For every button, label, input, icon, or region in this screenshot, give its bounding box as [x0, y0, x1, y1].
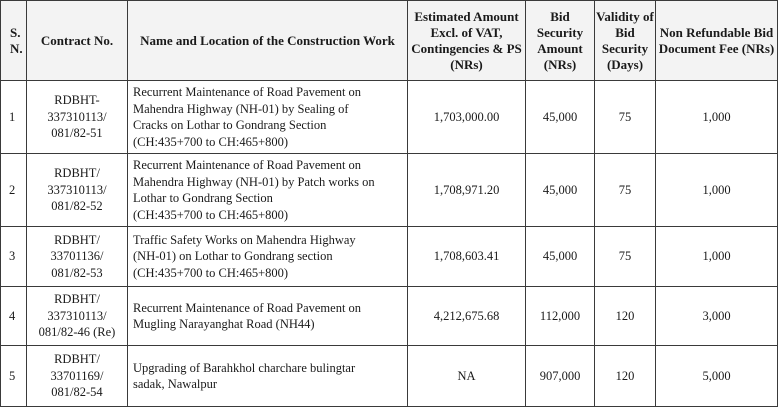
cell-contract-no: RDBHT/ 337310113/ 081/82-52: [27, 154, 128, 227]
cell-contract-no: RDBHT/ 33701136/ 081/82-53: [27, 227, 128, 287]
cell-estimated-amount: NA: [408, 346, 526, 407]
cell-sn: 4: [1, 287, 27, 346]
header-name-location: Name and Location of the Construction Work: [128, 1, 408, 81]
header-document-fee: Non Refundable Bid Document Fee (NRs): [656, 1, 778, 81]
cell-validity: 75: [595, 154, 656, 227]
cell-validity: 75: [595, 81, 656, 154]
cell-bid-security: 112,000: [526, 287, 595, 346]
cell-bid-security: 45,000: [526, 154, 595, 227]
table-row: [1, 154, 778, 227]
cell-bid-security: 45,000: [526, 81, 595, 154]
cell-work-name: Recurrent Maintenance of Road Pavement on Mahendra Highway (NH-01) by Patch works on Lothar to Gondrang Section (CH:435+700 to CH:465+800): [128, 154, 408, 227]
table-row: [1, 287, 778, 346]
cell-estimated-amount: 1,703,000.00: [408, 81, 526, 154]
cell-estimated-amount: 4,212,675.68: [408, 287, 526, 346]
table-row: [1, 81, 778, 154]
cell-document-fee: 1,000: [656, 227, 778, 287]
cell-estimated-amount: 1,708,971.20: [408, 154, 526, 227]
cell-validity: 120: [595, 346, 656, 407]
cell-document-fee: 3,000: [656, 287, 778, 346]
table-row: [1, 346, 778, 407]
cell-validity: 120: [595, 287, 656, 346]
table-row: [1, 227, 778, 287]
cell-work-name: Recurrent Maintenance of Road Pavement on Mugling Narayanghat Road (NH44): [128, 287, 408, 346]
header-sn: S. N.: [1, 1, 27, 81]
cell-document-fee: 5,000: [656, 346, 778, 407]
cell-contract-no: RDBHT- 337310113/ 081/82-51: [27, 81, 128, 154]
header-bid-security-amount: Bid Security Amount (NRs): [526, 1, 595, 81]
cell-document-fee: 1,000: [656, 154, 778, 227]
cell-contract-no: RDBHT/ 337310113/ 081/82-46 (Re): [27, 287, 128, 346]
cell-sn: 1: [1, 81, 27, 154]
cell-work-name: Recurrent Maintenance of Road Pavement on Mahendra Highway (NH-01) by Sealing of Cracks on Lothar to Gondrang Section (CH:435+700 to CH:465+800): [128, 81, 408, 154]
cell-sn: 2: [1, 154, 27, 227]
cell-contract-no: RDBHT/ 33701169/ 081/82-54: [27, 346, 128, 407]
cell-document-fee: 1,000: [656, 81, 778, 154]
cell-bid-security: 907,000: [526, 346, 595, 407]
cell-sn: 5: [1, 346, 27, 407]
header-validity: Validity of Bid Security (Days): [595, 1, 656, 81]
header-estimated-amount: Estimated Amount Excl. of VAT, Contingencies & PS (NRs): [408, 1, 526, 81]
header-contract-no: Contract No.: [27, 1, 128, 81]
cell-validity: 75: [595, 227, 656, 287]
cell-work-name: Traffic Safety Works on Mahendra Highway (NH-01) on Lothar to Gondrang section (CH:435+700 to CH:465+800): [128, 227, 408, 287]
table-header-row: [1, 1, 778, 81]
cell-work-name: Upgrading of Barahkhol charchare bulingtar sadak, Nawalpur: [128, 346, 408, 407]
cell-estimated-amount: 1,708,603.41: [408, 227, 526, 287]
cell-sn: 3: [1, 227, 27, 287]
cell-bid-security: 45,000: [526, 227, 595, 287]
